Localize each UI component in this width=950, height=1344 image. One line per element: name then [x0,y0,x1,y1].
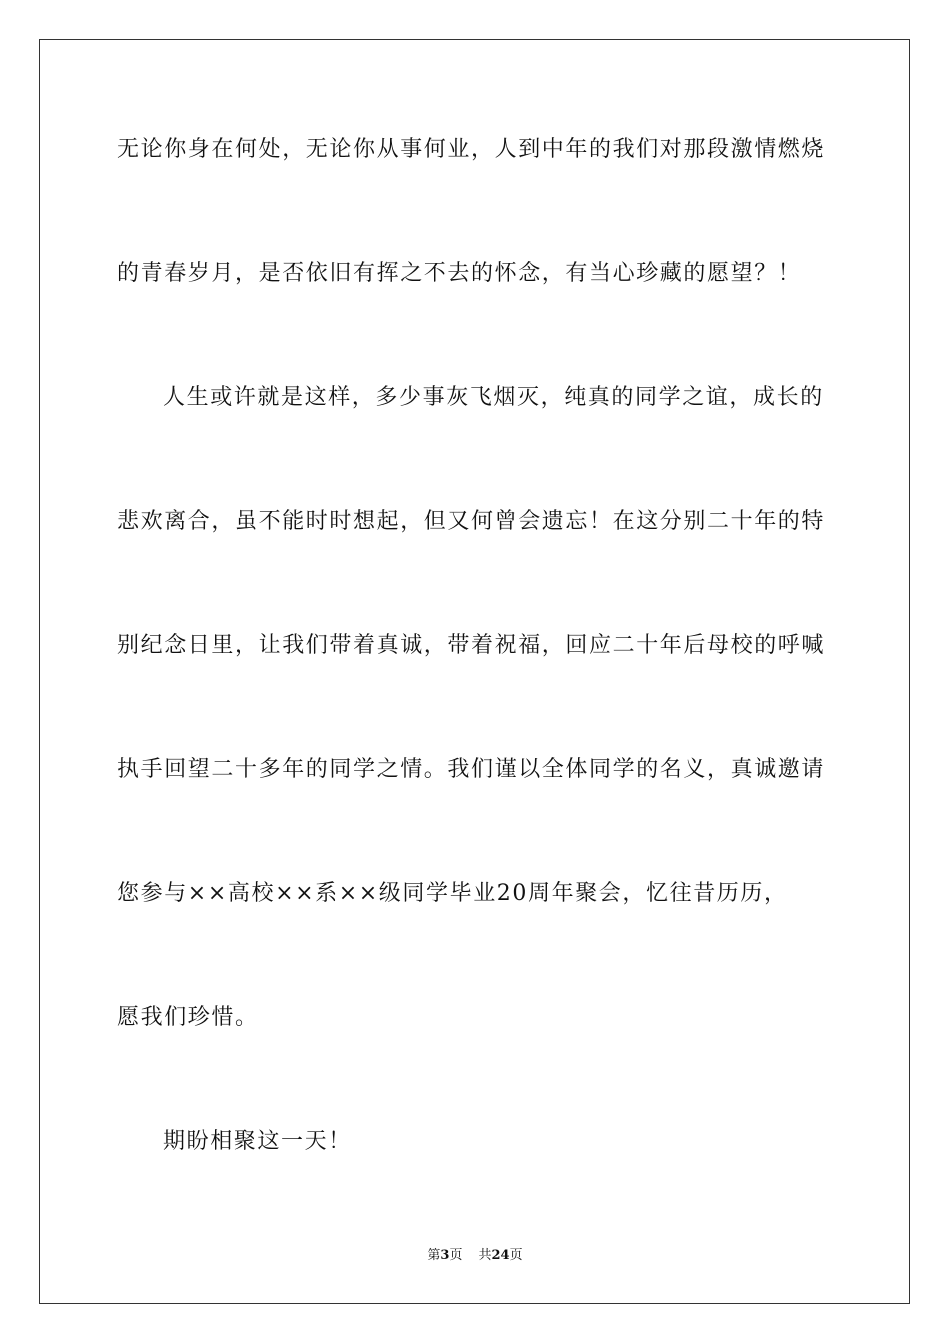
paragraph-line-6: 执手回望二十多年的同学之情。我们谨以全体同学的名义，真诚邀请 [117,757,826,782]
page-unit: 页 [449,1248,463,1263]
total-unit: 页 [509,1248,523,1263]
page-prefix: 第 [427,1248,441,1263]
paragraph-line-8: 愿我们珍惜。 [117,1005,259,1030]
paragraph-line-4: 悲欢离合，虽不能时时想起，但又何曾会遗忘！在这分别二十年的特 [117,509,826,534]
page-frame [39,39,910,1304]
paragraph-line-5: 别纪念日里，让我们带着真诚，带着祝福，回应二十年后母校的呼喊 [117,633,826,658]
paragraph-line-9: 期盼相聚这一天！ [163,1129,352,1154]
paragraph-line-3: 人生或许就是这样，多少事灰飞烟灭，纯真的同学之谊，成长的 [163,385,824,410]
paragraph-line-2: 的青春岁月，是否依旧有挥之不去的怀念，有当心珍藏的愿望？！ [117,261,802,286]
total-prefix: 共 [478,1248,492,1263]
page-footer [0,1247,950,1265]
paragraph-line-1: 无论你身在何处，无论你从事何业，人到中年的我们对那段激情燃烧 [117,137,826,162]
total-pages-number: 24 [491,1248,510,1263]
paragraph-line-7: 您参与××高校××系××级同学毕业20周年聚会，忆往昔历历， [117,881,788,906]
current-page-number: 3 [440,1248,450,1263]
